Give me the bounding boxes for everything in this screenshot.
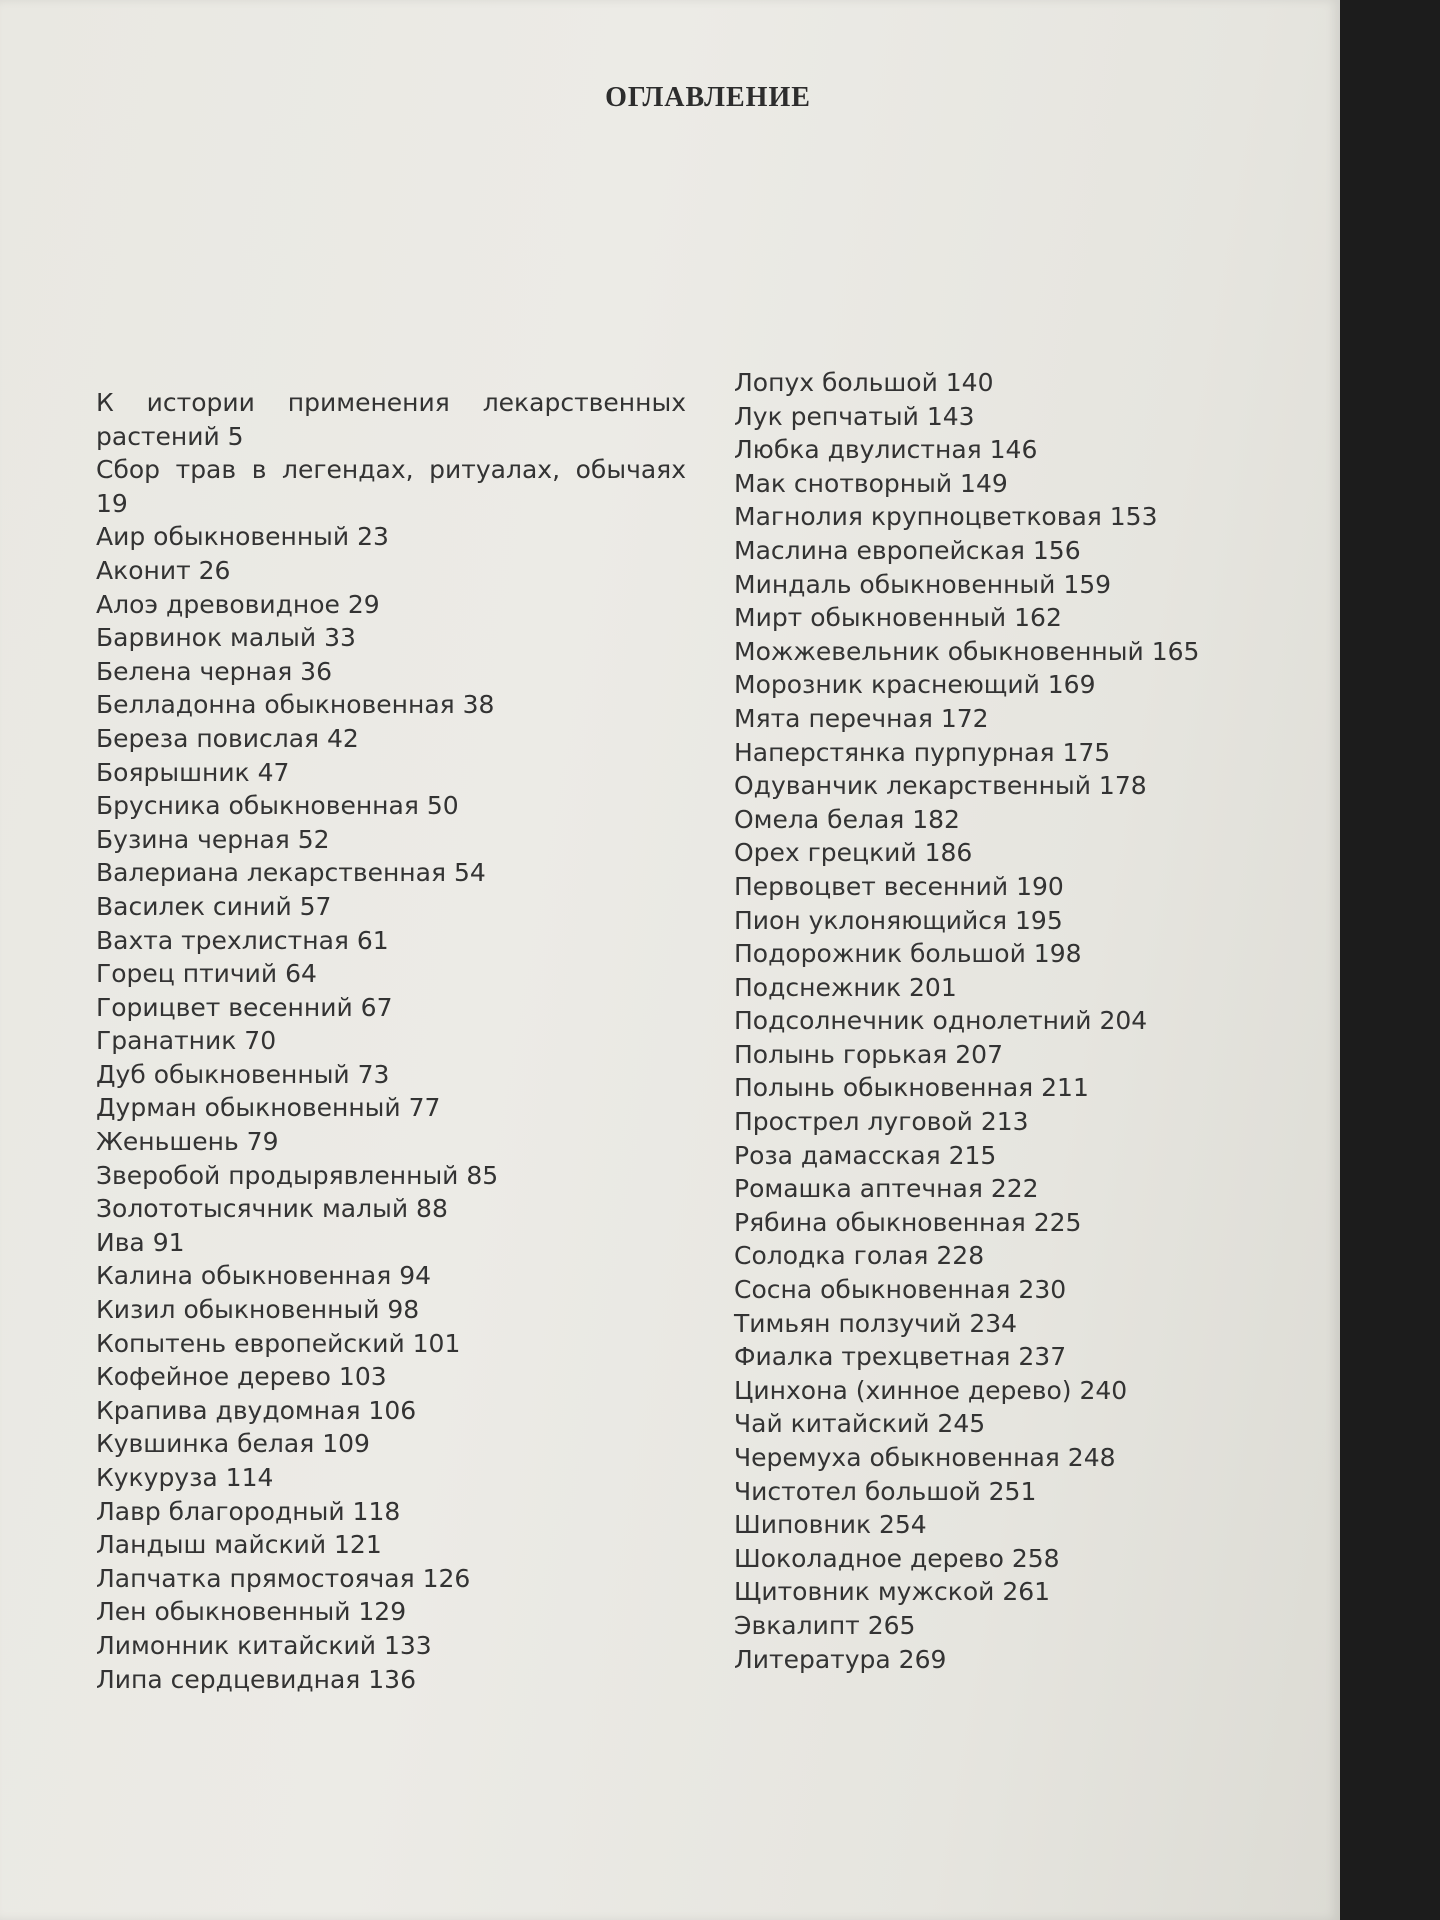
toc-entry: Солодка голая 228 (734, 1241, 985, 1271)
toc-entry: Фиалка трехцветная 237 (734, 1342, 1067, 1372)
toc-entry: Боярышник 47 (96, 757, 290, 787)
toc-entry: Дурман обыкновенный 77 (96, 1093, 441, 1123)
toc-entry: Любка двулистная 146 (734, 435, 1038, 465)
toc-entry: Одуванчик лекарственный 178 (734, 771, 1147, 801)
toc-entry: Кувшинка белая 109 (96, 1429, 370, 1459)
toc-entry: Дуб обыкновенный 73 (96, 1059, 390, 1089)
toc-entry: Калина обыкновенная 94 (96, 1261, 432, 1291)
toc-entry: Кофейное дерево 103 (96, 1362, 387, 1392)
toc-entry: Мак снотворный 149 (734, 468, 1008, 498)
toc-entry: Орех грецкий 186 (734, 838, 973, 868)
toc-entry: Лимонник китайский 133 (96, 1630, 432, 1660)
toc-entry: Лопух большой 140 (734, 368, 994, 397)
toc-entry: Миндаль обыкновенный 159 (734, 569, 1112, 599)
toc-entry: Белладонна обыкновенная 38 (96, 690, 495, 720)
toc-entry: Литература 269 (734, 1644, 947, 1674)
toc-entry: Василек синий 57 (96, 891, 332, 921)
toc-entry: Барвинок малый 33 (96, 623, 356, 653)
toc-right-column (734, 366, 1294, 1676)
toc-entry: Алоэ древовидное 29 (96, 589, 380, 619)
toc-entry: Ландыш майский 121 (96, 1530, 382, 1560)
toc-entry: Горицвет весенний 67 (96, 992, 393, 1022)
toc-entry: Горец птичий 64 (96, 959, 317, 989)
toc-entry: Шоколадное дерево 258 (734, 1543, 1060, 1573)
toc-entry: Ромашка аптечная 222 (734, 1174, 1039, 1204)
toc-entry: Прострел луговой 213 (734, 1107, 1029, 1137)
toc-entry: Брусника обыкновенная 50 (96, 791, 459, 821)
toc-entry: Цинхона (хинное дерево) 240 (734, 1375, 1128, 1405)
toc-entry: Шиповник 254 (734, 1510, 927, 1540)
toc-entry: Полынь обыкновенная 211 (734, 1073, 1089, 1103)
toc-entry: Кукуруза 114 (96, 1463, 274, 1492)
toc-entry: Сосна обыкновенная 230 (734, 1275, 1067, 1305)
toc-entry: Подорожник большой 198 (734, 939, 1082, 969)
toc-entry: Бузина черная 52 (96, 824, 330, 854)
toc-entry: Аир обыкновенный 23 (96, 522, 389, 552)
toc-entry: К истории применения лекарственных растений 5 (96, 388, 686, 451)
toc-entry: Кизил обыкновенный 98 (96, 1295, 420, 1325)
toc-entry: Рябина обыкновенная 225 (734, 1207, 1082, 1237)
toc-entry: Полынь горькая 207 (734, 1039, 1003, 1069)
toc-entry: Аконит 26 (96, 555, 231, 585)
toc-entry: Зверобой продырявленный 85 (96, 1160, 499, 1190)
toc-entry: Наперстянка пурпурная 175 (734, 737, 1111, 767)
toc-entry: Копытень европейский 101 (96, 1328, 461, 1358)
toc-entry: Валериана лекарственная 54 (96, 858, 486, 888)
toc-entry: Маслина европейская 156 (734, 535, 1081, 565)
toc-left-column (96, 386, 696, 1696)
toc-entry: Морозник краснеющий 169 (734, 670, 1096, 700)
toc-entry: Омела белая 182 (734, 804, 960, 834)
toc-entry: Сбор трав в легендах, ритуалах, обычаях 19 (96, 455, 686, 518)
toc-entry: Лен обыкновенный 129 (96, 1597, 407, 1627)
toc-entry: Лавр благородный 118 (96, 1496, 401, 1526)
toc-entry: Женьшень 79 (96, 1127, 279, 1157)
toc-entry: Пион уклоняющийся 195 (734, 905, 1063, 935)
toc-entry: Золототысячник малый 88 (96, 1194, 448, 1224)
toc-entry: Гранатник 70 (96, 1026, 277, 1056)
toc-entry: Можжевельник обыкновенный 165 (734, 636, 1200, 666)
toc-entry: Магнолия крупноцветковая 153 (734, 502, 1158, 532)
toc-entry: Чай китайский 245 (734, 1409, 986, 1439)
toc-entry: Лук репчатый 143 (734, 401, 975, 431)
toc-entry: Подснежник 201 (734, 972, 957, 1002)
toc-entry: Первоцвет весенний 190 (734, 871, 1064, 901)
toc-entry: Эвкалипт 265 (734, 1610, 916, 1640)
toc-entry: Мята перечная 172 (734, 703, 989, 733)
toc-entry: Ива 91 (96, 1227, 185, 1257)
page-title: ОГЛАВЛЕНИЕ (605, 82, 811, 113)
toc-entry: Лапчатка прямостоячая 126 (96, 1563, 471, 1593)
toc-entry: Мирт обыкновенный 162 (734, 603, 1062, 633)
toc-entry: Крапива двудомная 106 (96, 1395, 417, 1425)
toc-entry: Роза дамасская 215 (734, 1140, 997, 1170)
toc-entry: Щитовник мужской 261 (734, 1577, 1051, 1607)
toc-entry: Береза повислая 42 (96, 723, 359, 753)
toc-entry: Подсолнечник однолетний 204 (734, 1006, 1148, 1036)
toc-entry: Черемуха обыкновенная 248 (734, 1443, 1116, 1472)
toc-entry: Тимьян ползучий 234 (734, 1308, 1018, 1338)
toc-entry: Вахта трехлистная 61 (96, 925, 389, 955)
toc-entry: Липа сердцевидная 136 (96, 1664, 416, 1694)
toc-entry: Белена черная 36 (96, 656, 332, 686)
toc-entry: Чистотел большой 251 (734, 1476, 1037, 1506)
